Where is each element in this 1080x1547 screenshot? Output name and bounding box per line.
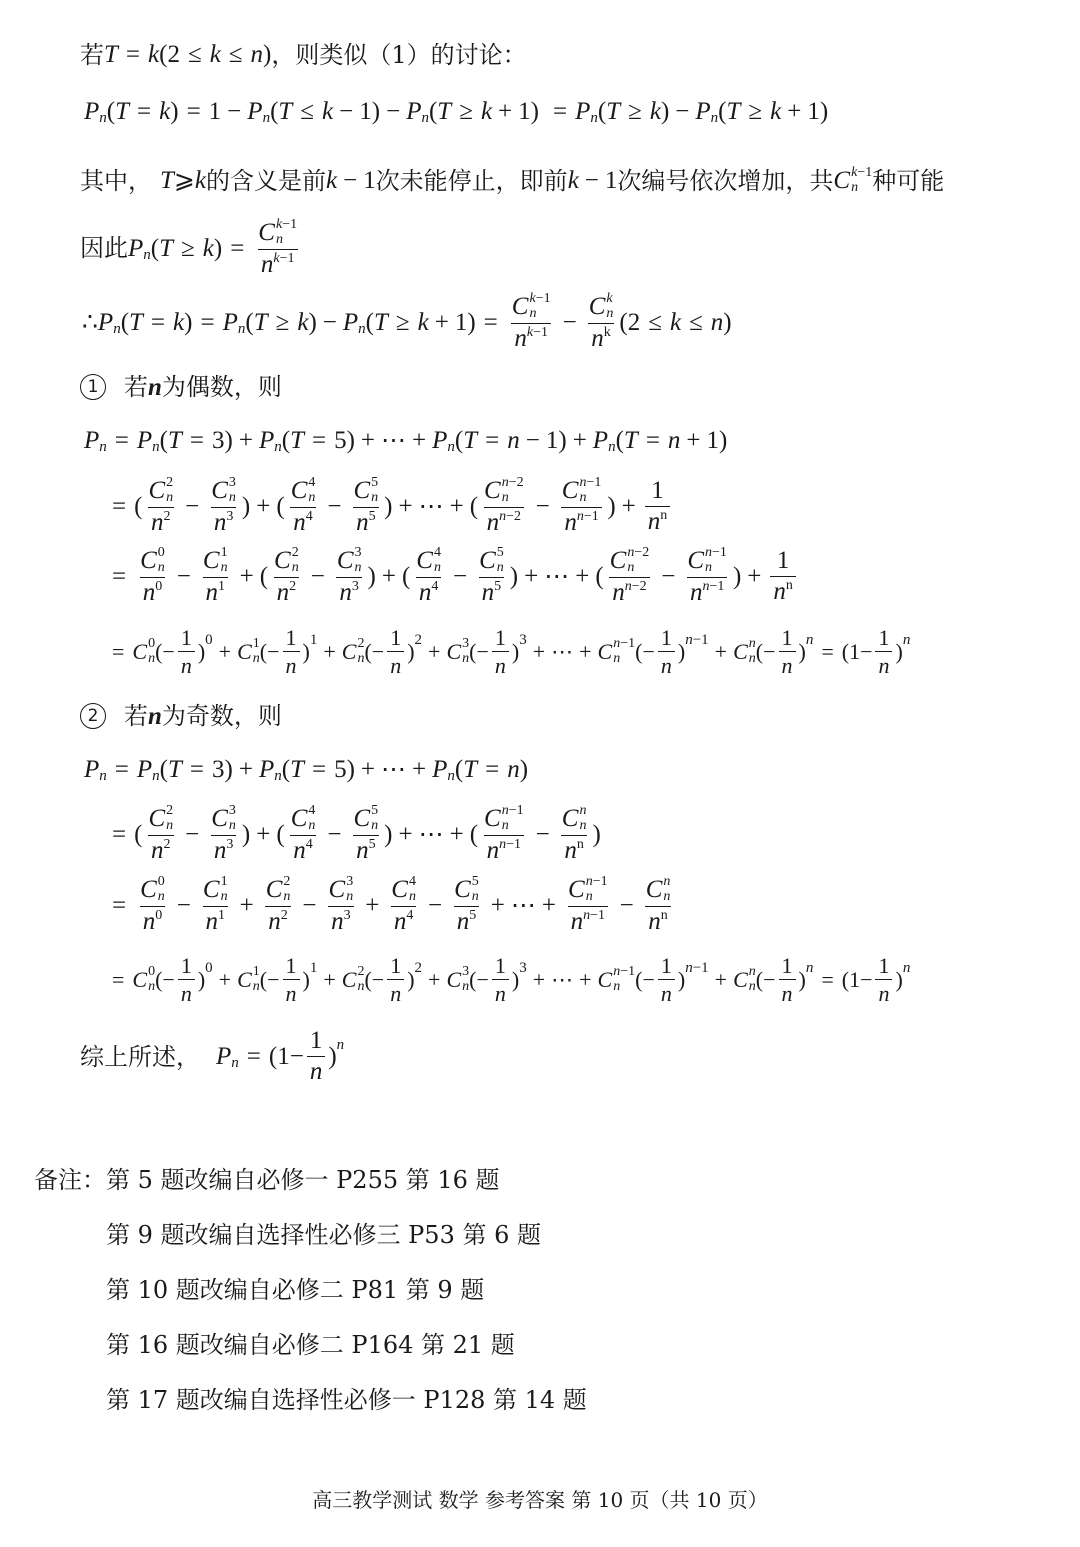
case1-binomial-line: = C 0 n (− $\frac{1}{n}$ ) 0 + C 1 n (− $\frac{1}{n}$ ) 1 + C 2 n (− $\frac{1}{n}$ ) 2 + C 3 n (− $\frac{1}{n}$ ) 3 + ⋯ + C n−1 n (− $\frac{1}{n}$ ) n−1 + C n n (− $\frac{1}{n}$ ) n = (1− $\frac{1}{n}$ ) n xyxy=(112,625,911,679)
case2-binomial-line: = C 0 n (− $\frac{1}{n}$ ) 0 + C 1 n (− $\frac{1}{n}$ ) 1 + C 2 n (− $\frac{1}{n}$ ) 2 + C 3 n (− $\frac{1}{n}$ ) 3 + ⋯ + C n−1 n (− $\frac{1}{n}$ ) n−1 + C n n (− $\frac{1}{n}$ ) n = (1− $\frac{1}{n}$ ) n xyxy=(112,953,911,1007)
meaning-line: 其中， T⩾k 的含义是前 k − 1 次未能停止，即前 k − 1 次编号依次增加，共 C k−1 n 种可能 xyxy=(80,165,945,195)
circled-number-2: 2 xyxy=(80,703,106,729)
case2-expansion-line-1: = ( C 2 n $n^2$ − C 3 n $n^3$ ) + ( C 4 n $n^4$ − C 5 n $n^5$ ) + ⋯ + ( C n−1 n $n^{n-1}$ − C n n $n^n$ ) xyxy=(112,803,601,865)
notes-item-5: 第 17 题改编自选择性必修一 P128 第 14 题 xyxy=(106,1386,587,1414)
case1-expansion-line-1: = ( C 2 n $n^2$ − C 3 n $n^3$ ) + ( C 4 n $n^4$ − C 5 n $n^5$ ) + ⋯ + ( C n−2 n $n^{n-2}$ − C n−1 n $n^{n-1}$ ) + $\frac{1}{n^n}$ xyxy=(104,476,673,537)
intro-line: 若 T = k(2 ≤ k ≤ n) ，则类似（1）的讨论： xyxy=(80,40,527,69)
hence-line: 因此 P n ( T ≥ k ) = C k−1 n $n^{k-1}$ xyxy=(80,217,298,279)
circled-number-1: 1 xyxy=(80,374,106,400)
case2-header: 2 若 n 为奇数，则 xyxy=(80,703,282,729)
case2-expansion-line-2: = C 0 n $n^0$ − C 1 n $n^1$ + C 2 n $n^2$ − C 3 n $n^3$ + C 4 n $n^4$ − C 5 n $n^5$ + ⋯ + C n−1 n $n^{n-1}$ − C n n $n^n$ xyxy=(112,874,671,936)
equation-pn-t-equals-k: P n ( T = k ) = 1 − P n ( T ≤ k − 1) − P n ( T ≥ k + 1) = P n ( T ≥ k ) − P n ( T ≥ k + 1) xyxy=(84,98,829,126)
notes-item-4: 第 16 题改编自必修二 P164 第 21 题 xyxy=(106,1331,515,1359)
case1-header: 1 若 n 为偶数，则 xyxy=(80,374,282,400)
case1-expansion-line-2: = C 0 n $n^0$ − C 1 n $n^1$ + ( C 2 n $n^2$ − C 3 n $n^3$ ) + ( C 4 n $n^4$ − C 5 n $n^5$ ) + ⋯ + ( C n−2 n $n^{n-2}$ − C n−1 n $n^{n-1}$ ) + $\frac{1}{n^n}$ xyxy=(104,546,799,607)
therefore-line: ∴ P n ( T = k ) = P n ( T ≥ k ) − P n ( T ≥ k + 1) = C k−1 n $n^{k-1}$ − C k n $n^k$ (2 ≤ k ≤ n ) xyxy=(82,291,732,353)
notes-item-2: 第 9 题改编自选择性必修三 P53 第 6 题 xyxy=(106,1221,541,1249)
notes-label: 备注： xyxy=(34,1166,106,1194)
summary-line: 综上所述， P n = (1− $\frac{1}{n}$ ) n xyxy=(80,1027,345,1086)
case1-sum-line: P n = P n ( T = 3) + P n ( T = 5) + ⋯ + P n ( T = n − 1) + P n ( T = n + 1) xyxy=(84,427,728,455)
notes-item-1: 备注：第 5 题改编自必修一 P255 第 16 题 xyxy=(34,1166,500,1194)
page-footer: 高三教学测试 数学 参考答案 第 10 页（共 10 页） xyxy=(312,1488,768,1512)
notes-item-3: 第 10 题改编自必修二 P81 第 9 题 xyxy=(106,1276,485,1304)
case2-sum-line: P n = P n ( T = 3) + P n ( T = 5) + ⋯ + P n ( T = n ) xyxy=(84,756,529,784)
